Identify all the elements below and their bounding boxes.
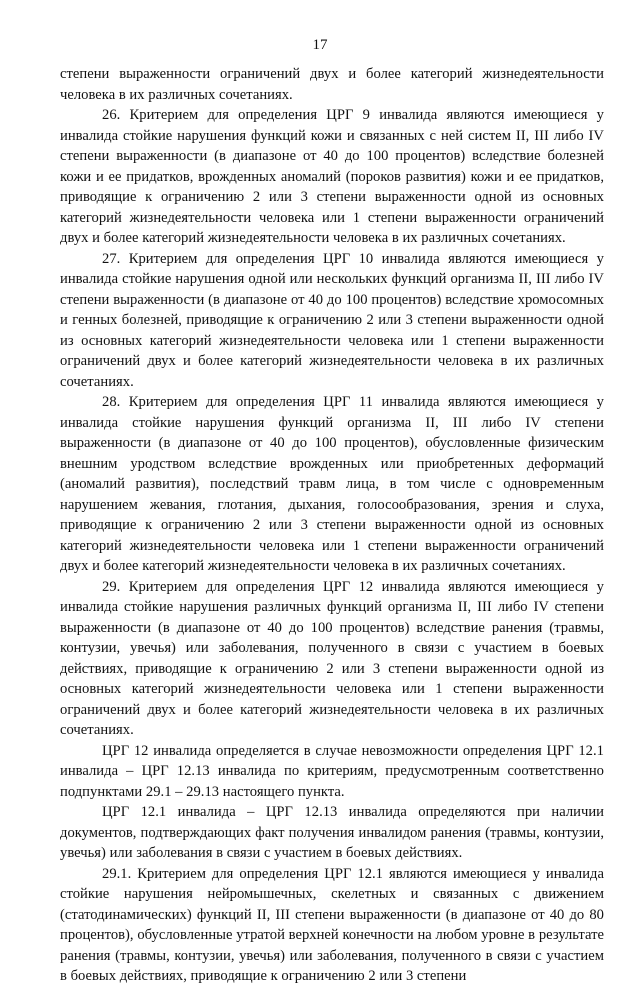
page-number: 17 [312, 37, 328, 53]
paragraph-crg12-documents: ЦРГ 12.1 инвалида – ЦРГ 12.13 инвалида определяются при наличии документов, подтверждающих факт получения инвалидом ранения (травмы, контузии, увечья) или заболевания в связи с участием в боевых действиях. [60, 804, 604, 861]
paragraph-crg12-definition: ЦРГ 12 инвалида определяется в случае невозможности определения ЦРГ 12.1 инвалида – ЦРГ 12.13 инвалида по критериям, предусмотренным соответственно подпунктами 29.1 – 29.13 настоящего пункта. [60, 742, 604, 800]
paragraph-item-27: 27. Критерием для определения ЦРГ 10 инвалида являются имеющиеся у инвалида стойкие нарушения одной или нескольких функций организма II, III либо IV степени выраженности (в диапазоне от 40 до 100 процентов) вследствие хромосомных и генных болезней, приводящие к ограничению 2 или 3 степени выраженности одной из основных категорий жизнедеятельности человека или 1 степени выраженности ограничений двух и более категорий жизнедеятельности человека в их различных сочетаниях. [60, 250, 604, 390]
paragraph-item-29: 29. Критерием для определения ЦРГ 12 инвалида являются имеющиеся у инвалида стойкие нарушения различных функций организма II, III либо IV степени выраженности (в диапазоне от 40 до 100 процентов) вследствие ранения (травмы, контузии, увечья) или заболевания, полученного в связи с участием в боевых действиях, приводящие к ограничению 2 или 3 степени выраженности одной из основных категорий жизнедеятельности человека или 1 степени выраженности ограничений двух и более категорий жизнедеятельности человека в их различных сочетаниях. [60, 578, 604, 738]
paragraph-item-26: 26. Критерием для определения ЦРГ 9 инвалида являются имеющиеся у инвалида стойкие нарушения функций кожи и связанных с ней систем II, III либо IV степени выраженности (в диапазоне от 40 до 100 процентов) вследствие болезней кожи и ее придатков, врожденных аномалий (пороков развития) кожи и ее придатков, приводящие к ограничению 2 или 3 степени выраженности одной из основных категорий жизнедеятельности человека или 1 степени выраженности ограничений двух и более категорий жизнедеятельности человека в их различных сочетаниях. [60, 107, 604, 246]
paragraph-item-28: 28. Критерием для определения ЦРГ 11 инвалида являются имеющиеся у инвалида стойкие нарушения функций организма II, III либо IV степени выраженности (в диапазоне от 40 до 100 процентов), обусловленные физическим внешним уродством вследствие врожденных или приобретенных деформаций (аномалий развития), последствий травм лица, в том числе с одновременным нарушением жевания, глотания, дыхания, голосообразования, зрения и слуха, приводящие к ограничению 2 или 3 степени выраженности одной из основных категорий жизнедеятельности человека или 1 степени выраженности ограничений двух и более категорий жизнедеятельности человека в их различных сочетаниях. [60, 394, 604, 574]
document-body [60, 64, 604, 987]
paragraph-continuation: степени выраженности ограничений двух и более категорий жизнедеятельности человека в их различных сочетаниях. [60, 66, 604, 103]
paragraph-item-29-1: 29.1. Критерием для определения ЦРГ 12.1 являются имеющиеся у инвалида стойкие нарушения нейромышечных, скелетных и связанных с движением (статодинамических) функций II, III степени выраженности (в диапазоне от 40 до 80 процентов), обусловленные утратой верхней конечности на любом уровне в результате ранения (травмы, контузии, увечья) или заболевания, полученного в связи с участием в боевых действиях, приводящие к ограничению 2 или 3 степени [60, 865, 604, 984]
